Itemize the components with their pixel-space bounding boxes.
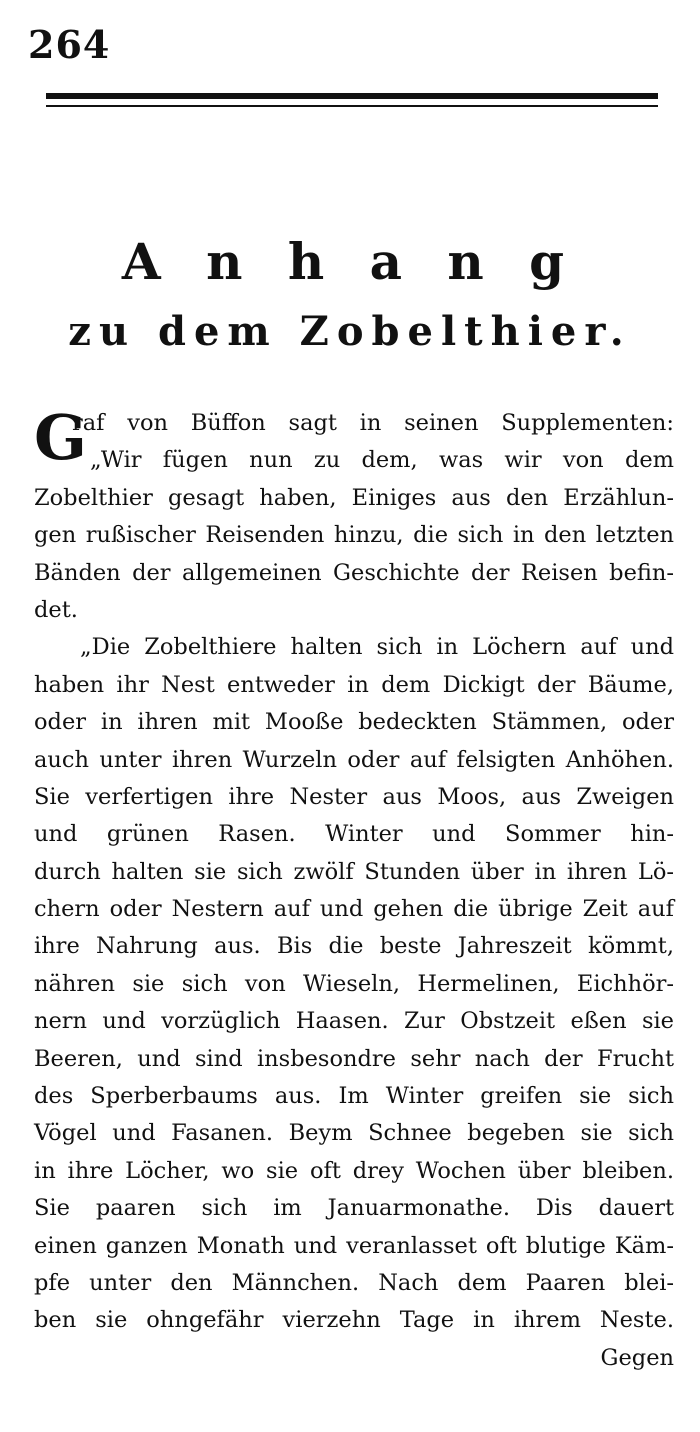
text-line: det. [34,596,78,623]
text-line: Bänden der allgemeinen Geschichte der Reisen befin- [34,559,674,586]
drop-cap: G [34,401,87,474]
header-rule-thick [46,93,658,99]
text-line: haben ihr Nest entweder in dem Dickigt der Bäume, [34,671,674,698]
text-line: nern und vorzüglich Haasen. Zur Obstzeit eßen sie [34,1008,674,1035]
text-line: nähren sie sich von Wieseln, Hermelinen, Eichhör- [34,970,674,997]
chapter-subheading: zu dem Zobelthier. [68,308,632,355]
header-rule-thin [46,105,658,107]
text-line: „Die Zobelthiere halten sich in Löchern auf und [80,634,674,661]
text-line: G raf von Büffon sagt in seinen Supplementen: [34,401,674,474]
page-number: 264 [28,22,111,67]
text-line: Vögel und Fasanen. Beym Schnee begeben sie sich [34,1120,674,1147]
chapter-heading: A n h a n g [121,232,579,291]
text-line: des Sperberbaums aus. Im Winter greifen sie sich [34,1083,674,1110]
catchword: Gegen [600,1344,674,1371]
text-line: in ihre Löcher, wo sie oft drey Wochen über bleiben. [34,1157,674,1184]
text-line: ben sie ohngefähr vierzehn Tage in ihrem Neste. [34,1307,674,1334]
text-line: gen rußischer Reisenden hinzu, die sich in den letzten [34,522,674,549]
text-line: durch halten sie sich zwölf Stunden über in ihren Lö- [34,858,674,885]
text-line: einen ganzen Monath und veranlasset oft blutige Käm- [34,1232,674,1259]
text-line: pfe unter den Männchen. Nach dem Paaren blei- [34,1269,674,1296]
text-line: und grünen Rasen. Winter und Sommer hin- [34,821,674,848]
text-line: Zobelthier gesagt haben, Einiges aus den Erzählun- [34,484,674,511]
text-line: Beeren, und sind insbesondre sehr nach der Frucht [34,1045,674,1072]
body-text [34,401,674,1377]
text-line: oder in ihren mit Mooße bedeckten Stämmen, oder [34,709,674,736]
text-line: auch unter ihren Wurzeln oder auf felsigten Anhöhen. [34,746,674,773]
text-line: ihre Nahrung aus. Bis die beste Jahreszeit kömmt, [34,933,674,960]
text-line: Sie paaren sich im Januarmonathe. Dis dauert [34,1195,674,1222]
text-line: „Wir fügen nun zu dem, was wir von dem [90,447,674,474]
text-line: Sie verfertigen ihre Nester aus Moos, aus Zweigen [34,783,674,810]
text-line: chern oder Nestern auf und gehen die übrige Zeit auf [34,896,674,923]
